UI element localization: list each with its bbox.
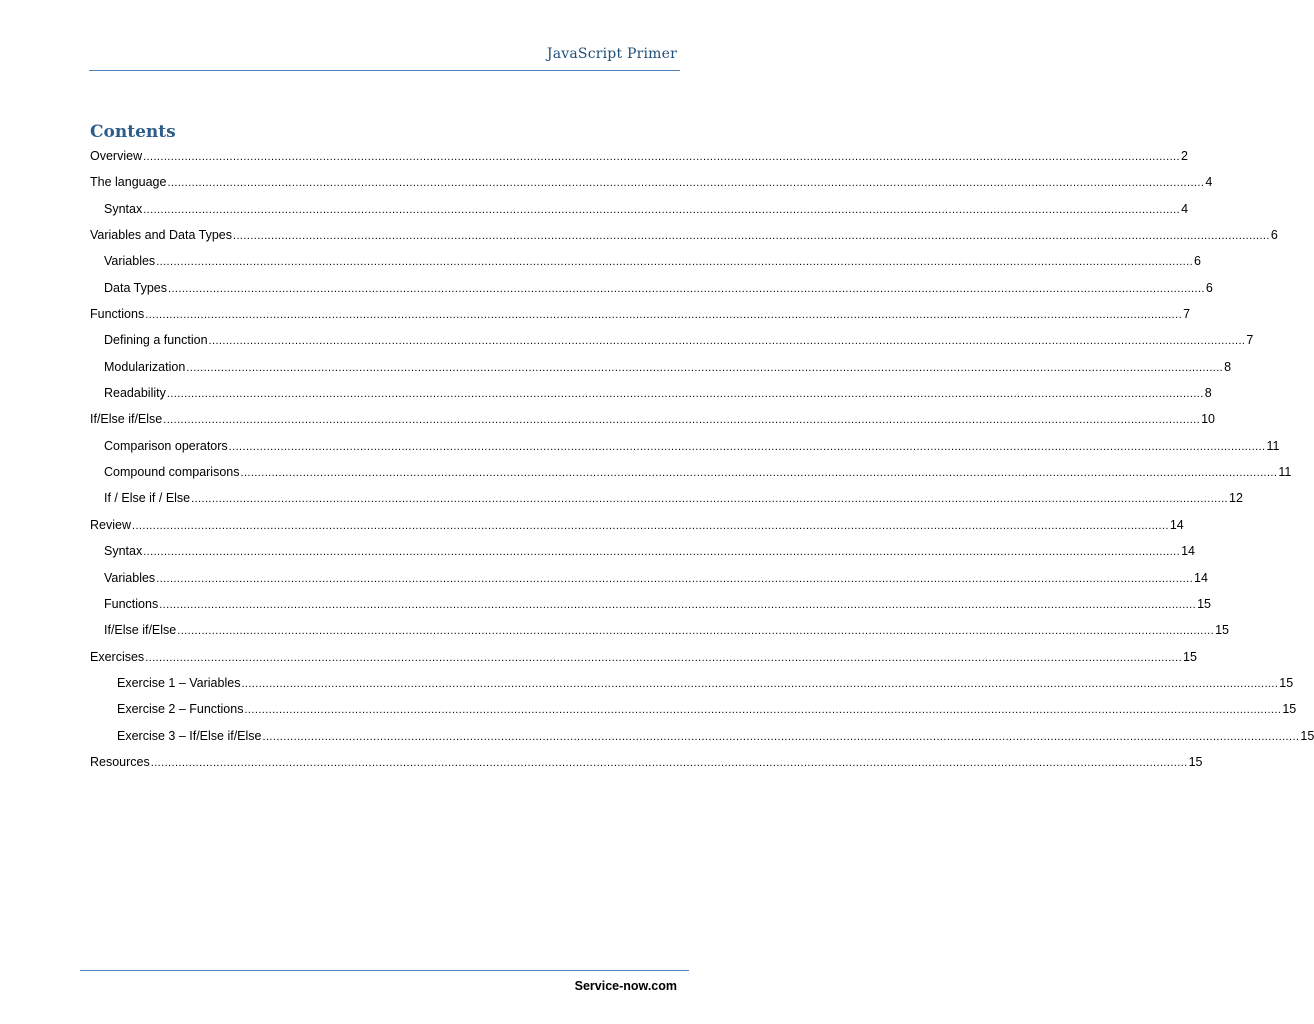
toc-entry[interactable]	[90, 433, 1280, 459]
toc-entry-title[interactable]: If/Else if/Else	[90, 412, 163, 427]
toc-entry[interactable]	[90, 696, 1297, 722]
footer-divider	[80, 970, 689, 971]
toc-entry-page[interactable]: 14	[1181, 544, 1195, 559]
toc-entry-page[interactable]: 15	[1282, 702, 1297, 717]
toc-entry-page[interactable]: 8	[1224, 359, 1232, 374]
toc-dot-leader: ............................................................................................................................................................................................................................................................................................................	[143, 546, 1181, 559]
toc-entry-page[interactable]: 10	[1201, 412, 1216, 427]
toc-entry-title[interactable]: Syntax	[104, 201, 143, 216]
toc-entry[interactable]	[90, 565, 1208, 591]
toc-entry-title[interactable]: Exercises	[90, 649, 145, 664]
toc-entry-title[interactable]: If / Else if / Else	[104, 491, 191, 506]
toc-dot-leader: ............................................................................................................................................................................................................................................................................................................	[156, 256, 1194, 269]
toc-entry-title[interactable]: Readability	[104, 386, 166, 401]
toc-dot-leader: ............................................................................................................................................................................................................................................................................................................	[156, 572, 1194, 585]
toc-entry-page[interactable]: 15	[1183, 649, 1197, 664]
toc-entry-page[interactable]: 15	[1197, 596, 1211, 611]
toc-entry[interactable]	[90, 275, 1213, 301]
toc-entry-title[interactable]: Overview	[90, 149, 143, 163]
toc-entry[interactable]	[90, 301, 1191, 327]
toc-dot-leader: ............................................................................................................................................................................................................................................................................................................	[143, 203, 1181, 216]
toc-entry-page[interactable]: 11	[1266, 438, 1280, 453]
toc-entry-title[interactable]: Compound comparisons	[104, 465, 240, 480]
toc-dot-leader: ............................................................................................................................................................................................................................................................................................................	[163, 414, 1201, 427]
toc-entry-title[interactable]: Review	[90, 517, 131, 532]
toc-dot-leader: ............................................................................................................................................................................................................................................................................................................	[166, 388, 1204, 401]
toc-entry-title[interactable]: Variables	[104, 254, 156, 269]
toc-entry-title[interactable]: Defining a function	[104, 333, 208, 348]
toc-dot-leader: ............................................................................................................................................................................................................................................................................................................	[228, 440, 1266, 453]
toc-entry[interactable]	[90, 459, 1292, 485]
toc-entry-page[interactable]: 6	[1270, 228, 1278, 243]
toc-entry-page[interactable]: 8	[1204, 386, 1212, 401]
toc-entry[interactable]	[90, 670, 1294, 696]
page-header-title: JavaScript Primer	[546, 46, 677, 62]
toc-entry-title[interactable]: Exercise 1 – Variables	[117, 675, 241, 690]
toc-dot-leader: ............................................................................................................................................................................................................................................................................................................	[167, 177, 1205, 190]
toc-dot-leader: ............................................................................................................................................................................................................................................................................................................	[150, 756, 1188, 769]
toc-entry-title[interactable]: Exercise 3 – If/Else if/Else	[117, 728, 262, 743]
toc-entry-page[interactable]: 15	[1300, 728, 1314, 743]
toc-entry-page[interactable]: 7	[1246, 333, 1254, 348]
toc-entry-title[interactable]: Variables and Data Types	[90, 228, 232, 243]
toc-entry[interactable]	[90, 538, 1195, 564]
toc-dot-leader: ............................................................................................................................................................................................................................................................................................................	[208, 335, 1246, 348]
toc-entry[interactable]	[90, 591, 1211, 617]
toc-entry-title[interactable]: Comparison operators	[104, 438, 228, 453]
toc-dot-leader: ............................................................................................................................................................................................................................................................................................................	[240, 467, 1278, 480]
toc-entry-page[interactable]: 15	[1279, 675, 1294, 690]
toc-heading: Contents	[90, 122, 176, 142]
toc-dot-leader: ............................................................................................................................................................................................................................................................................................................	[177, 625, 1215, 638]
toc-entry-page[interactable]: 6	[1194, 254, 1201, 269]
toc-entry-title[interactable]: Functions	[90, 307, 145, 322]
toc-entry-title[interactable]: Resources	[90, 754, 150, 769]
toc-entry[interactable]	[90, 617, 1230, 643]
toc-dot-leader: ............................................................................................................................................................................................................................................................................................................	[244, 704, 1282, 717]
toc-entry[interactable]	[90, 169, 1213, 195]
toc-dot-leader: ............................................................................................................................................................................................................................................................................................................	[145, 309, 1183, 322]
toc-entry-page[interactable]: 6	[1205, 280, 1213, 295]
toc-dot-leader: ............................................................................................................................................................................................................................................................................................................	[159, 598, 1197, 611]
toc-entry-page[interactable]: 12	[1229, 491, 1243, 506]
toc-entry-page[interactable]: 15	[1188, 754, 1203, 769]
toc-entry[interactable]	[90, 143, 1188, 169]
toc-entry[interactable]	[90, 222, 1278, 248]
toc-entry-title[interactable]: Modularization	[104, 359, 186, 374]
toc-entry-page[interactable]: 7	[1183, 307, 1191, 322]
page-footer: Service-now.com	[574, 979, 677, 993]
toc-entry[interactable]	[90, 749, 1203, 775]
toc-entry-title[interactable]: Data Types	[104, 280, 168, 295]
toc-entry[interactable]	[90, 512, 1184, 538]
toc-entry-title[interactable]: Exercise 2 – Functions	[117, 702, 244, 717]
toc-entry[interactable]	[90, 723, 1314, 749]
toc-dot-leader: ............................................................................................................................................................................................................................................................................................................	[233, 230, 1270, 243]
toc-entry[interactable]	[90, 485, 1243, 511]
toc-entry[interactable]	[90, 406, 1216, 432]
toc-entry-title[interactable]: The language	[90, 175, 167, 190]
toc-dot-leader: ............................................................................................................................................................................................................................................................................................................	[168, 282, 1205, 295]
toc-entry-page[interactable]: 2	[1180, 149, 1188, 163]
toc-dot-leader: ............................................................................................................................................................................................................................................................................................................	[145, 651, 1183, 664]
toc-entry-title[interactable]: Variables	[104, 570, 156, 585]
toc-dot-leader: ............................................................................................................................................................................................................................................................................................................	[241, 677, 1279, 690]
header-divider	[89, 70, 680, 71]
toc-entry-page[interactable]: 15	[1215, 623, 1230, 638]
toc-entry[interactable]	[90, 380, 1212, 406]
toc-entry[interactable]	[90, 644, 1197, 670]
toc-entry-page[interactable]: 4	[1181, 201, 1189, 216]
toc-entry-title[interactable]: If/Else if/Else	[104, 623, 177, 638]
toc-entry-title[interactable]: Syntax	[104, 544, 143, 559]
toc-entry-page[interactable]: 14	[1169, 517, 1184, 532]
toc-dot-leader: ............................................................................................................................................................................................................................................................................................................	[262, 730, 1300, 743]
toc-entry[interactable]	[90, 196, 1189, 222]
toc-dot-leader: ............................................................................................................................................................................................................................................................................................................	[186, 361, 1224, 374]
toc-entry-page[interactable]: 14	[1194, 570, 1208, 585]
toc-entry[interactable]	[90, 248, 1201, 274]
toc-dot-leader: ............................................................................................................................................................................................................................................................................................................	[143, 151, 1180, 163]
toc-entry-page[interactable]: 4	[1205, 175, 1213, 190]
toc-entry-title[interactable]: Functions	[104, 596, 159, 611]
toc-list	[90, 143, 1314, 775]
toc-entry[interactable]	[90, 354, 1232, 380]
toc-entry-page[interactable]: 11	[1278, 465, 1292, 480]
toc-dot-leader: ............................................................................................................................................................................................................................................................................................................	[191, 493, 1228, 506]
toc-dot-leader: ............................................................................................................................................................................................................................................................................................................	[132, 519, 1169, 532]
toc-entry[interactable]	[90, 327, 1254, 353]
